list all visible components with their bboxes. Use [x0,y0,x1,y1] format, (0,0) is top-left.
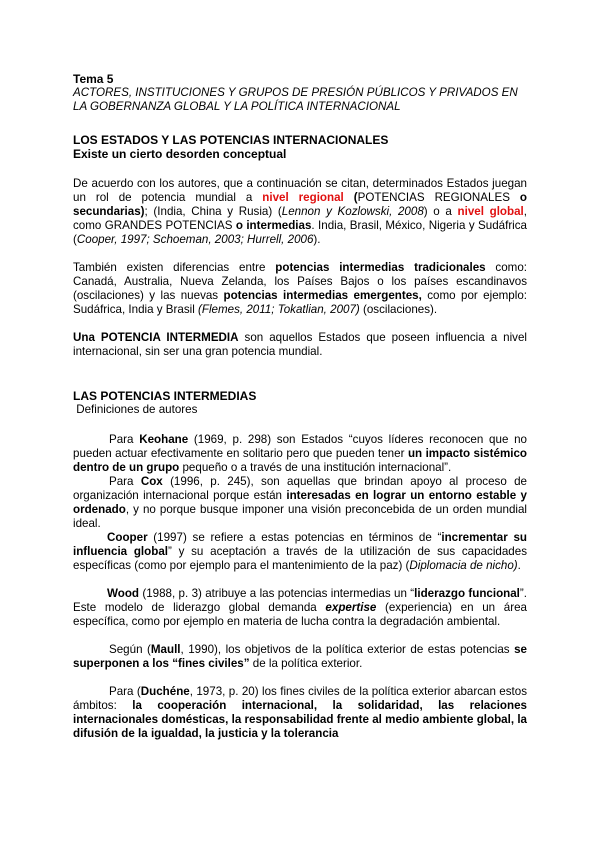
text-run: como por ejemplo: Sudáfrica, India y Brasil [73,289,527,316]
text-run: , 1990), los objetivos de la política exterior de estas potencias [180,643,515,656]
document-header [73,72,527,114]
author-duchene: Duchéne [140,685,190,698]
paragraph-maull [73,643,527,671]
bold-run: potencias intermedias tradicionales [275,261,486,274]
text-run: , 1973, p. 20) los fines civiles de la política exterior abarcan estos ámbitos: [73,685,528,712]
bold-italic-run: expertise [325,601,377,614]
citation: (Flemes, 2011; Tokatlian, 2007) [198,303,360,316]
text-run: (oscilaciones). [359,303,438,316]
citation: Lennon y Kozlowski, 2008 [281,205,424,218]
bold-run: liderazgo funcional [414,587,520,600]
author-maull: Maull [150,643,181,656]
bold-run: interesadas en lograr un entorno estable y ordenado [73,489,527,516]
text-run: ; (India, China y Rusia) ( [144,205,282,218]
paragraph-duchene [73,685,527,741]
text-run: , como GRANDES POTENCIAS [73,205,527,232]
text-run: Para ( [109,685,141,698]
text-run: De acuerdo con los autores, que a continuación se citan, determinados Estados juegan un rol de potencia mundial a [73,177,527,204]
text-run: (experiencia) en un área específica, como por ejemplo en materia de lucha contra la degradación ambiental. [73,601,527,628]
text-run: Para [109,433,140,446]
text-run: , y no porque busque imponer una visión preconcebida de un orden mundial ideal. [73,503,527,530]
citation: Cooper, 1997; Schoeman, 2003; Hurrell, 2006 [76,233,314,246]
paragraph-diferencias [73,261,527,317]
bold-run: potencias intermedias emergentes, [223,289,422,302]
paragraph-cox [73,475,527,531]
text-run: como: Canadá, Australia, Nueva Zelanda, los Países Bajos o los países escandinavos (oscilaciones) y las nuevas [73,261,528,302]
text-run: Para [109,475,141,488]
section-estados [73,133,527,359]
section-potencias-intermedias [73,389,527,741]
author-cox: Cox [140,475,163,488]
text-run: (1996, p. 245), son aquellas que brindan apoyo al proceso de organización internacional porque están [73,475,527,502]
author-cooper: Cooper [107,531,148,544]
paragraph-keohane [73,433,527,475]
text-run: POTENCIAS REGIONALES [357,191,510,204]
highlight-nivel-regional: nivel regional [262,191,344,204]
text-run: (1997) se refiere a estas potencias en términos de “ [147,531,442,544]
text-run: ”. Este modelo de liderazgo global demanda [73,587,527,614]
text-run: ). [313,233,321,246]
italic-run: Diplomacia de nicho) [409,559,518,572]
text-run: de la política exterior. [249,657,363,670]
text-run: Según ( [109,643,151,656]
text-run: . [517,559,521,572]
text-run: . India, Brasil, México, Nigeria y Sudáfrica ( [73,219,527,246]
text-run: También existen diferencias entre [73,261,276,274]
author-keohane: Keohane [139,433,189,446]
paragraph-definicion [73,331,527,359]
bold-run: un impacto sistémico dentro de un grupo [73,447,527,474]
tema-number: Tema 5 [73,72,114,86]
section-subheading: Definiciones de autores [73,403,198,416]
text-run: son aquellos Estados que poseen influencia a nivel internacional, sin ser una gran potencia mundial. [73,331,527,358]
paragraph-cooper [73,531,527,573]
text-run: ) o a [423,205,458,218]
bold-run: Una POTENCIA INTERMEDIA [73,331,239,344]
text-run: ” y su aceptación a través de la utilización de sus capacidades específicas (como por ejemplo para el mantenimiento de la paz) ( [73,545,527,572]
highlight-nivel-global: nivel global [457,205,524,218]
author-wood: Wood [107,587,139,600]
text-run: pequeño o a través de una institución internacional”. [179,461,452,474]
text-run: (1988, p. 3) atribuye a las potencias intermedias un “ [138,587,415,600]
section-heading: LAS POTENCIAS INTERMEDIAS [73,389,257,403]
text-run: ( [343,191,358,204]
bold-run: o secundarias) [73,191,527,218]
bold-run: incrementar su influencia global [73,531,528,558]
section-heading: LOS ESTADOS Y LAS POTENCIAS INTERNACIONALES [73,133,389,147]
bold-run: se superponen a los “fines civiles” [73,643,527,670]
tema-subtitle: ACTORES, INSTITUCIONES Y GRUPOS DE PRESIÓN PÚBLICOS Y PRIVADOS EN LA GOBERNANZA GLOBAL Y LA POLÍTICA INTERNACIONAL [73,86,518,113]
bold-run: la cooperación internacional, la solidaridad, las relaciones internacionales domésticas, la responsabilidad frente al medio ambiente global, la difusión de la igualdad, la justicia y la tolerancia [73,699,527,740]
paragraph-roles [73,177,527,247]
bold-run: o intermedias [235,219,312,232]
paragraph-wood [73,587,527,629]
text-run: (1969, p. 298) son Estados “cuyos líderes reconocen que no pueden actuar efectivamente en solitario pero que pueden tener [73,433,527,460]
section-subheading: Existe un cierto desorden conceptual [73,147,287,161]
